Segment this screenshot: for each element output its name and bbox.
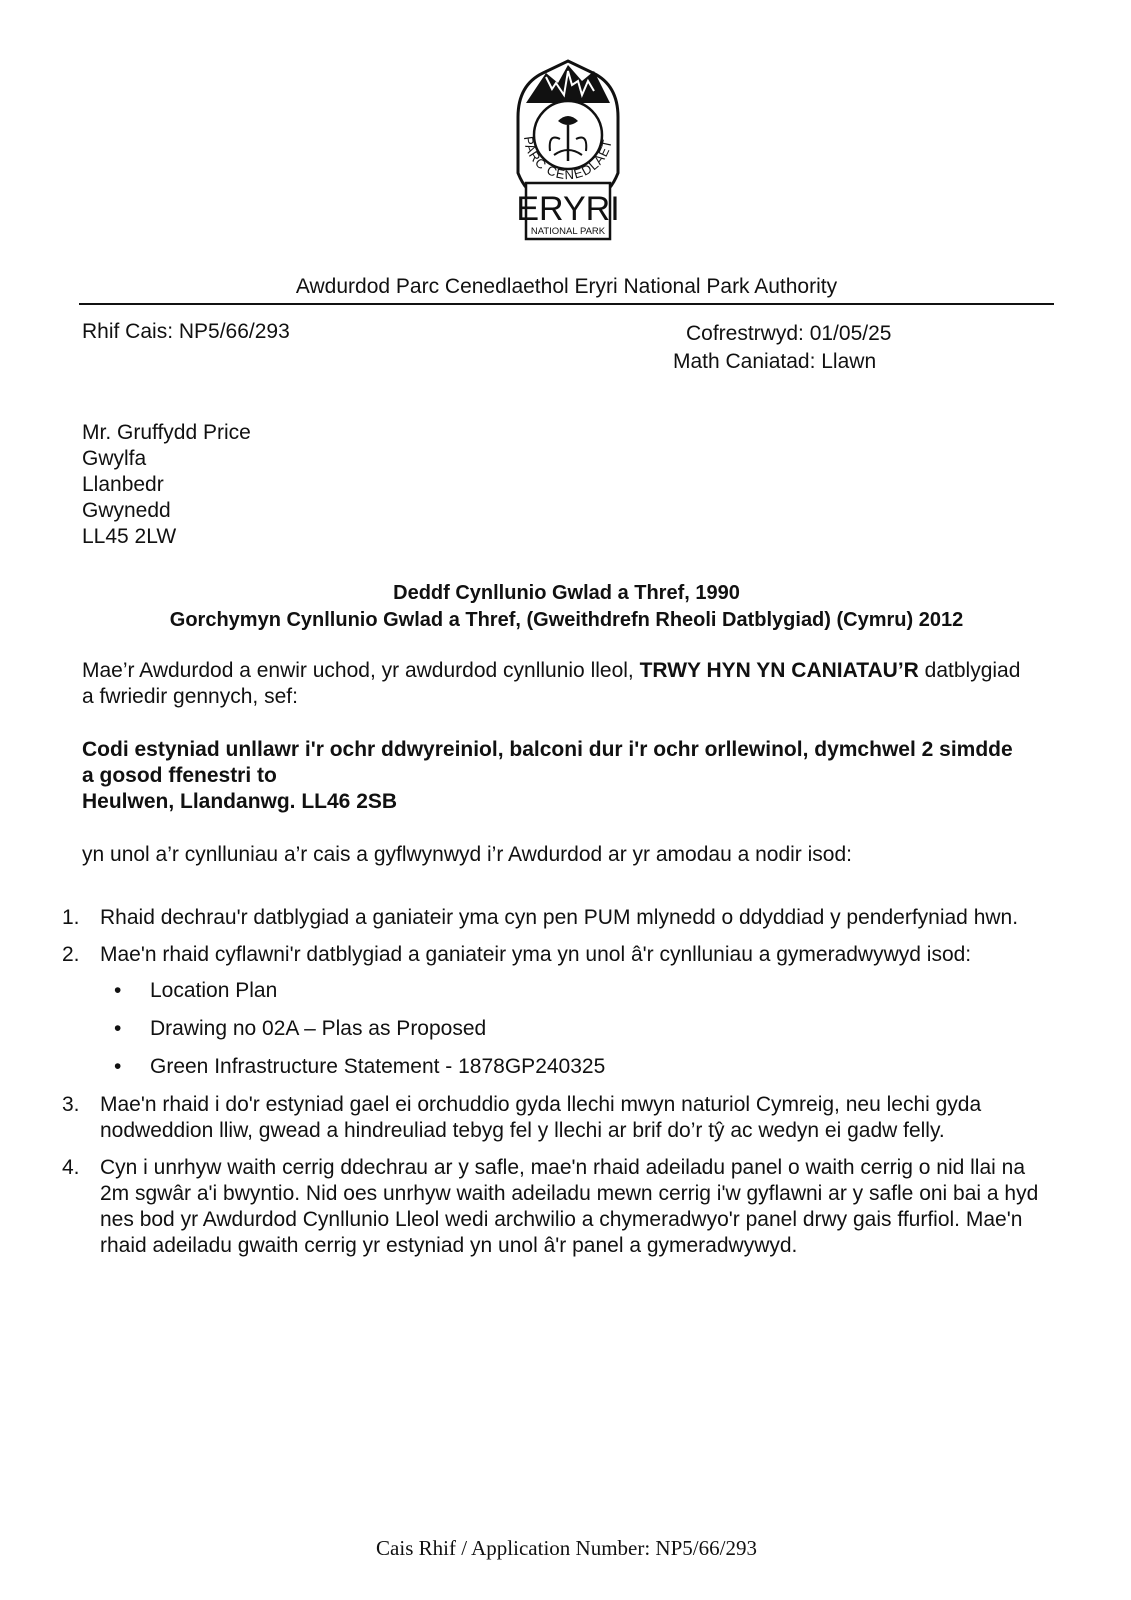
address-line: Gwylfa — [82, 447, 147, 470]
conditions-list — [62, 905, 1047, 1270]
registered-date: Cofrestrwyd: 01/05/25 — [686, 322, 892, 345]
grant-statement-emphasis: TRWY HYN YN CANIATAU’R — [639, 659, 919, 682]
grant-statement-text: Mae’r Awdurdod a enwir uchod, yr awdurdod cynllunio lleol, — [82, 659, 640, 682]
order-title: Gorchymyn Cynllunio Gwlad a Thref, (Gweithdrefn Rheoli Datblygiad) (Cymru) 2012 — [169, 609, 964, 631]
permission-type: Math Caniatad: Llawn — [673, 350, 877, 373]
condition-number: 3. — [62, 1093, 80, 1116]
logo-ring-text: PARC CENEDLAET — [520, 135, 615, 183]
accordance-statement: yn unol a’r cynlluniau a’r cais a gyflwynwyd i’r Awdurdod ar yr amodau a nodir isod: — [82, 843, 852, 866]
condition-text: Rhaid dechrau'r datblygiad a ganiateir yma cyn pen PUM mlynedd o ddyddiad y penderfyniad hwn. — [100, 906, 1019, 929]
eryri-logo — [498, 55, 638, 255]
logo-name: ERYRI — [516, 190, 620, 228]
approved-plan-text: Drawing no 02A – Plas as Proposed — [150, 1017, 487, 1040]
address-line: Llanbedr — [82, 473, 164, 496]
condition-item — [62, 1155, 1047, 1259]
condition-item — [62, 905, 1047, 931]
bullet-icon: • — [114, 1017, 122, 1040]
approved-plan-text: Location Plan — [150, 979, 278, 1002]
development-site: Heulwen, Llandanwg. LL46 2SB — [82, 790, 398, 813]
grant-statement-text-end: datblygiad a fwriedir gennych, sef: — [82, 659, 1021, 708]
development-works: Codi estyniad unllawr i'r ochr ddwyreiniol, balconi dur i'r ochr orllewinol, dymchwel 2 simdde a gosod ffenestri to — [82, 738, 1013, 787]
approved-plan-item — [100, 1016, 1047, 1042]
eryri-logo-graphic — [498, 55, 638, 255]
approved-plan-item — [100, 1054, 1047, 1080]
bullet-icon: • — [114, 979, 122, 1002]
address-line: LL45 2LW — [82, 525, 177, 548]
address-line: Mr. Gruffydd Price — [82, 421, 251, 444]
logo-subtitle: NATIONAL PARK — [530, 226, 606, 237]
authority-name: Awdurdod Parc Cenedlaethol Eryri National Park Authority — [295, 275, 838, 298]
condition-text: Cyn i unrhyw waith cerrig ddechrau ar y safle, mae'n rhaid adeiladu panel o waith cerrig o nid llai na 2m sgwâr a'i bwyntio. Nid oes unrhyw waith adeiladu mewn cerrig i'w gyflawni ar y safle oni bai a hyd nes bod yr Awdurdod Cynllunio Lleol wedi archwilio a chymeradwyo'r panel drwy gais ffurfiol. Mae'n rhaid adeiladu gwaith cerrig yr estyniad yn unol â'r panel a gymeradwywyd. — [100, 1156, 1039, 1257]
condition-item — [62, 942, 1047, 1080]
approved-plan-item — [100, 978, 1047, 1004]
condition-item — [62, 1092, 1047, 1144]
application-reference: Rhif Cais: NP5/66/293 — [82, 320, 290, 343]
development-description — [82, 737, 1022, 815]
application-number-footer: Cais Rhif / Application Number: NP5/66/293 — [376, 1536, 757, 1560]
condition-number: 1. — [62, 906, 80, 929]
condition-number: 2. — [62, 943, 80, 966]
condition-number: 4. — [62, 1156, 80, 1179]
registration-block — [673, 320, 892, 376]
approved-plans-list — [100, 978, 1047, 1080]
header-divider — [79, 303, 1054, 305]
condition-text: Mae'n rhaid cyflawni'r datblygiad a ganiateir yma yn unol â'r cynlluniau a gymeradwywyd isod: — [100, 943, 972, 966]
act-title: Deddf Cynllunio Gwlad a Thref, 1990 — [393, 582, 740, 604]
approved-plan-text: Green Infrastructure Statement - 1878GP240325 — [150, 1055, 606, 1078]
legislation-heading — [79, 580, 1054, 634]
recipient-address — [82, 420, 251, 550]
address-line: Gwynedd — [82, 499, 171, 522]
bullet-icon: • — [114, 1055, 122, 1078]
condition-text: Mae'n rhaid i do'r estyniad gael ei orchuddio gyda llechi mwyn naturiol Cymreig, neu lechi gyda nodweddion lliw, gwead a hindreuliad tebyg fel y llechi ar brif do’r tŷ ac wedyn ei gadw felly. — [100, 1093, 982, 1142]
grant-statement — [82, 658, 1022, 710]
